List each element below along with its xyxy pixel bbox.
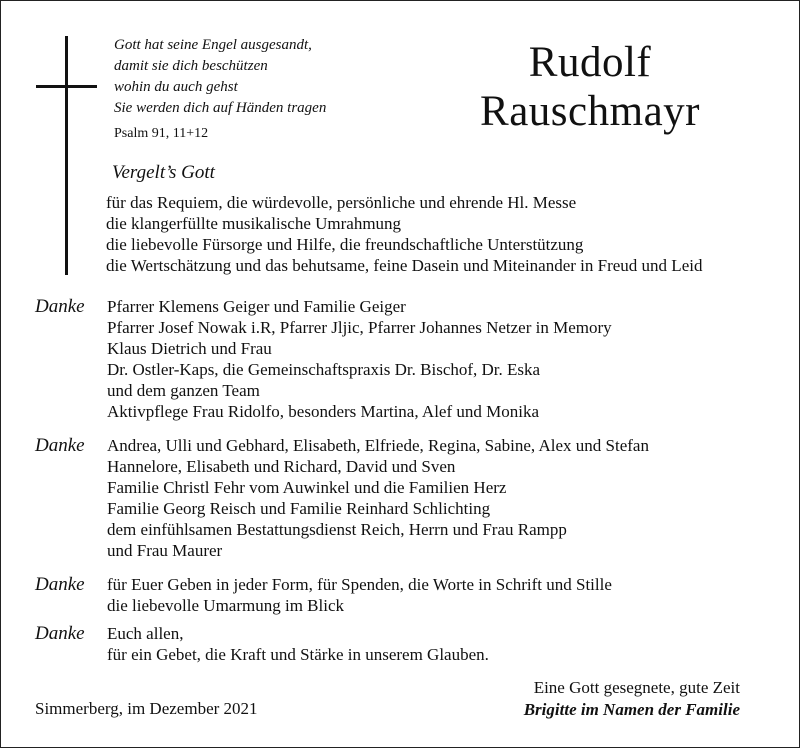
last-name: Rauschmayr	[480, 88, 700, 135]
danke-line: für ein Gebet, die Kraft und Stärke in unserem Glauben.	[107, 645, 489, 664]
deceased-name	[425, 38, 755, 136]
danke-line: Pfarrer Josef Nowak i.R, Pfarrer Jljic, Pfarrer Johannes Netzer in Memory	[107, 318, 612, 337]
danke-line: und dem ganzen Team	[107, 381, 260, 400]
danke-line: Pfarrer Klemens Geiger und Familie Geiger	[107, 297, 406, 316]
verse-line: Sie werden dich auf Händen tragen	[114, 100, 327, 116]
danke-line: Klaus Dietrich und Frau	[107, 339, 272, 358]
verse-line: damit sie dich beschützen	[114, 58, 268, 74]
cross-icon	[65, 36, 68, 275]
signature: Brigitte im Namen der Familie	[523, 700, 740, 719]
danke-lines	[107, 623, 489, 665]
danke-line: Familie Christl Fehr vom Auwinkel und die Familien Herz	[107, 478, 507, 497]
danke-label: Danke	[35, 623, 85, 644]
danke-line: die liebevolle Umarmung im Blick	[107, 596, 345, 615]
first-name: Rudolf	[528, 39, 652, 86]
closing-wish: Eine Gott gesegnete, gute Zeit	[533, 678, 740, 697]
bible-verse	[114, 35, 326, 144]
danke-line: dem einfühlsamen Bestattungsdienst Reich, Herrn und Frau Rampp	[107, 520, 567, 539]
danke-label: Danke	[35, 296, 85, 317]
verse-reference: Psalm 91, 11+12	[114, 126, 209, 141]
danke-lines	[107, 574, 612, 616]
reasons-list	[106, 192, 702, 276]
verse-line: wohin du auch gehst	[114, 79, 238, 95]
danke-lines	[107, 296, 612, 422]
danke-line: Dr. Ostler-Kaps, die Gemeinschaftspraxis Dr. Bischof, Dr. Eska	[107, 360, 541, 379]
reason-line: die Wertschätzung und das behutsame, feine Dasein und Miteinander in Freud und Leid	[106, 256, 703, 275]
danke-section-2	[35, 435, 649, 561]
reason-line: die klangerfüllte musikalische Umrahmung	[106, 214, 402, 233]
place-date: Simmerberg, im Dezember 2021	[35, 699, 258, 718]
danke-label: Danke	[35, 435, 85, 456]
closing-block	[482, 677, 740, 721]
danke-line: für Euer Geben in jeder Form, für Spenden, die Worte in Schrift und Stille	[107, 575, 612, 594]
vergelts-gott-heading: Vergelt’s Gott	[112, 162, 215, 183]
cross-icon-bar	[36, 85, 97, 88]
danke-section-3	[35, 574, 612, 616]
reason-line: die liebevolle Fürsorge und Hilfe, die freundschaftliche Unterstützung	[106, 235, 584, 254]
danke-section-4	[35, 623, 489, 665]
danke-section-1	[35, 296, 612, 422]
danke-line: und Frau Maurer	[107, 541, 223, 560]
danke-line: Hannelore, Elisabeth und Richard, David und Sven	[107, 457, 456, 476]
danke-line: Aktivpflege Frau Ridolfo, besonders Martina, Alef und Monika	[107, 402, 540, 421]
danke-line: Familie Georg Reisch und Familie Reinhard Schlichting	[107, 499, 491, 518]
verse-line: Gott hat seine Engel ausgesandt,	[114, 37, 312, 53]
danke-line: Andrea, Ulli und Gebhard, Elisabeth, Elfriede, Regina, Sabine, Alex und Stefan	[107, 436, 649, 455]
reason-line: für das Requiem, die würdevolle, persönliche und ehrende Hl. Messe	[106, 193, 577, 212]
danke-label: Danke	[35, 574, 85, 595]
danke-lines	[107, 435, 649, 561]
danke-line: Euch allen,	[107, 624, 184, 643]
